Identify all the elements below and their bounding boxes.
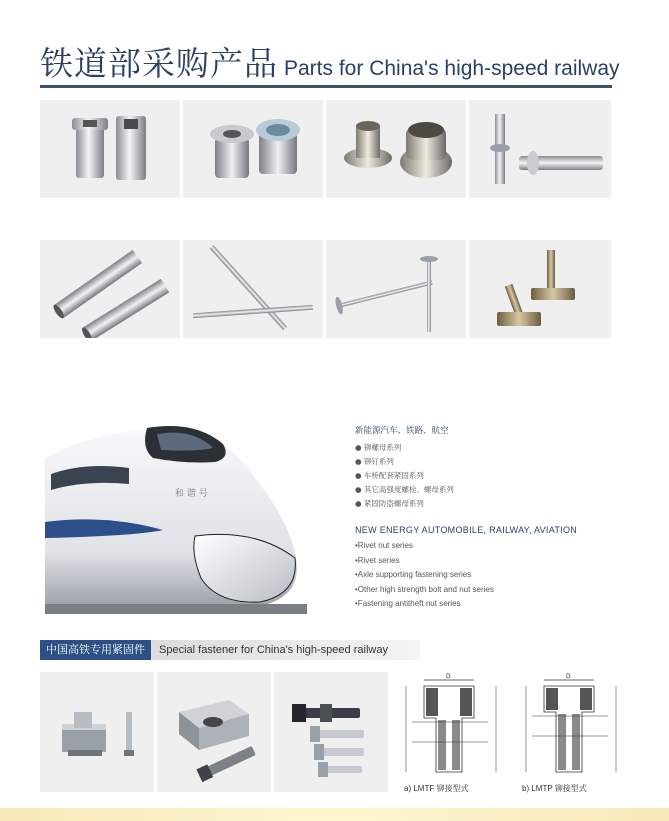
page-title: [40, 38, 620, 85]
info-zh-item: ● 铆螺母系列: [355, 443, 402, 452]
info-zh-item: ● 铆钉系列: [355, 457, 394, 466]
photo-hex-standoffs: [40, 240, 180, 338]
info-en-item: •Other high strength bolt and nut series: [355, 584, 494, 594]
banner-english: Special fastener for China's high-speed railway: [151, 640, 420, 660]
photo-hex-rivet-nuts: [40, 100, 180, 198]
photo-box-clamp-bolt: [157, 672, 271, 792]
info-en-item: •Axle supporting fastening series: [355, 570, 472, 579]
svg-text:和 谐 号: 和 谐 号: [175, 489, 208, 499]
high-speed-train-image: [45, 418, 307, 614]
drawing-caption-b: b) LMTP 铆接型式: [522, 784, 587, 793]
title-english: Parts for China's high-speed railway: [284, 57, 620, 80]
info-en-item: •Rivet nut series: [355, 541, 413, 550]
photo-flat-head-pins: [326, 240, 466, 338]
info-zh-item: ● 车桥配套紧固系列: [355, 471, 424, 480]
photo-bolt-set: [274, 672, 388, 792]
banner-chinese: 中国高铁专用紧固件: [40, 640, 151, 660]
info-zh-heading: 新能源汽车、铁路、航空: [355, 426, 449, 436]
drawing-caption-a: a) LMTF 铆接型式: [404, 784, 469, 793]
photo-t-bolts: [469, 240, 611, 338]
product-series-info: [355, 424, 577, 612]
info-en-heading: NEW ENERGY AUTOMOBILE, RAILWAY, AVIATION: [355, 525, 578, 535]
title-chinese: 铁道部采购产品: [40, 44, 278, 83]
info-zh-item: ● 紧固防盗螺母系列: [355, 499, 424, 508]
info-en-item: •Rivet series: [355, 555, 400, 565]
info-zh-item: ● 其它高强度螺栓、螺母系列: [355, 485, 454, 494]
info-en-item: •Fastening antitheft nut series: [355, 599, 461, 608]
title-underline: [40, 85, 612, 88]
photo-flange-nuts: [326, 100, 466, 198]
dim-label-d: D: [566, 673, 571, 680]
photo-threaded-sleeves: [183, 100, 323, 198]
technical-drawing-lmtf: [392, 672, 516, 794]
section-banner: [40, 640, 420, 660]
technical-drawing-lmtp: [510, 672, 634, 794]
photo-bracket-fastener: [40, 672, 154, 792]
bottom-decorative-bar: [0, 808, 669, 821]
photo-rivet-studs: [469, 100, 611, 198]
photo-long-rods: [183, 240, 323, 338]
dim-label-d: D: [446, 673, 451, 680]
